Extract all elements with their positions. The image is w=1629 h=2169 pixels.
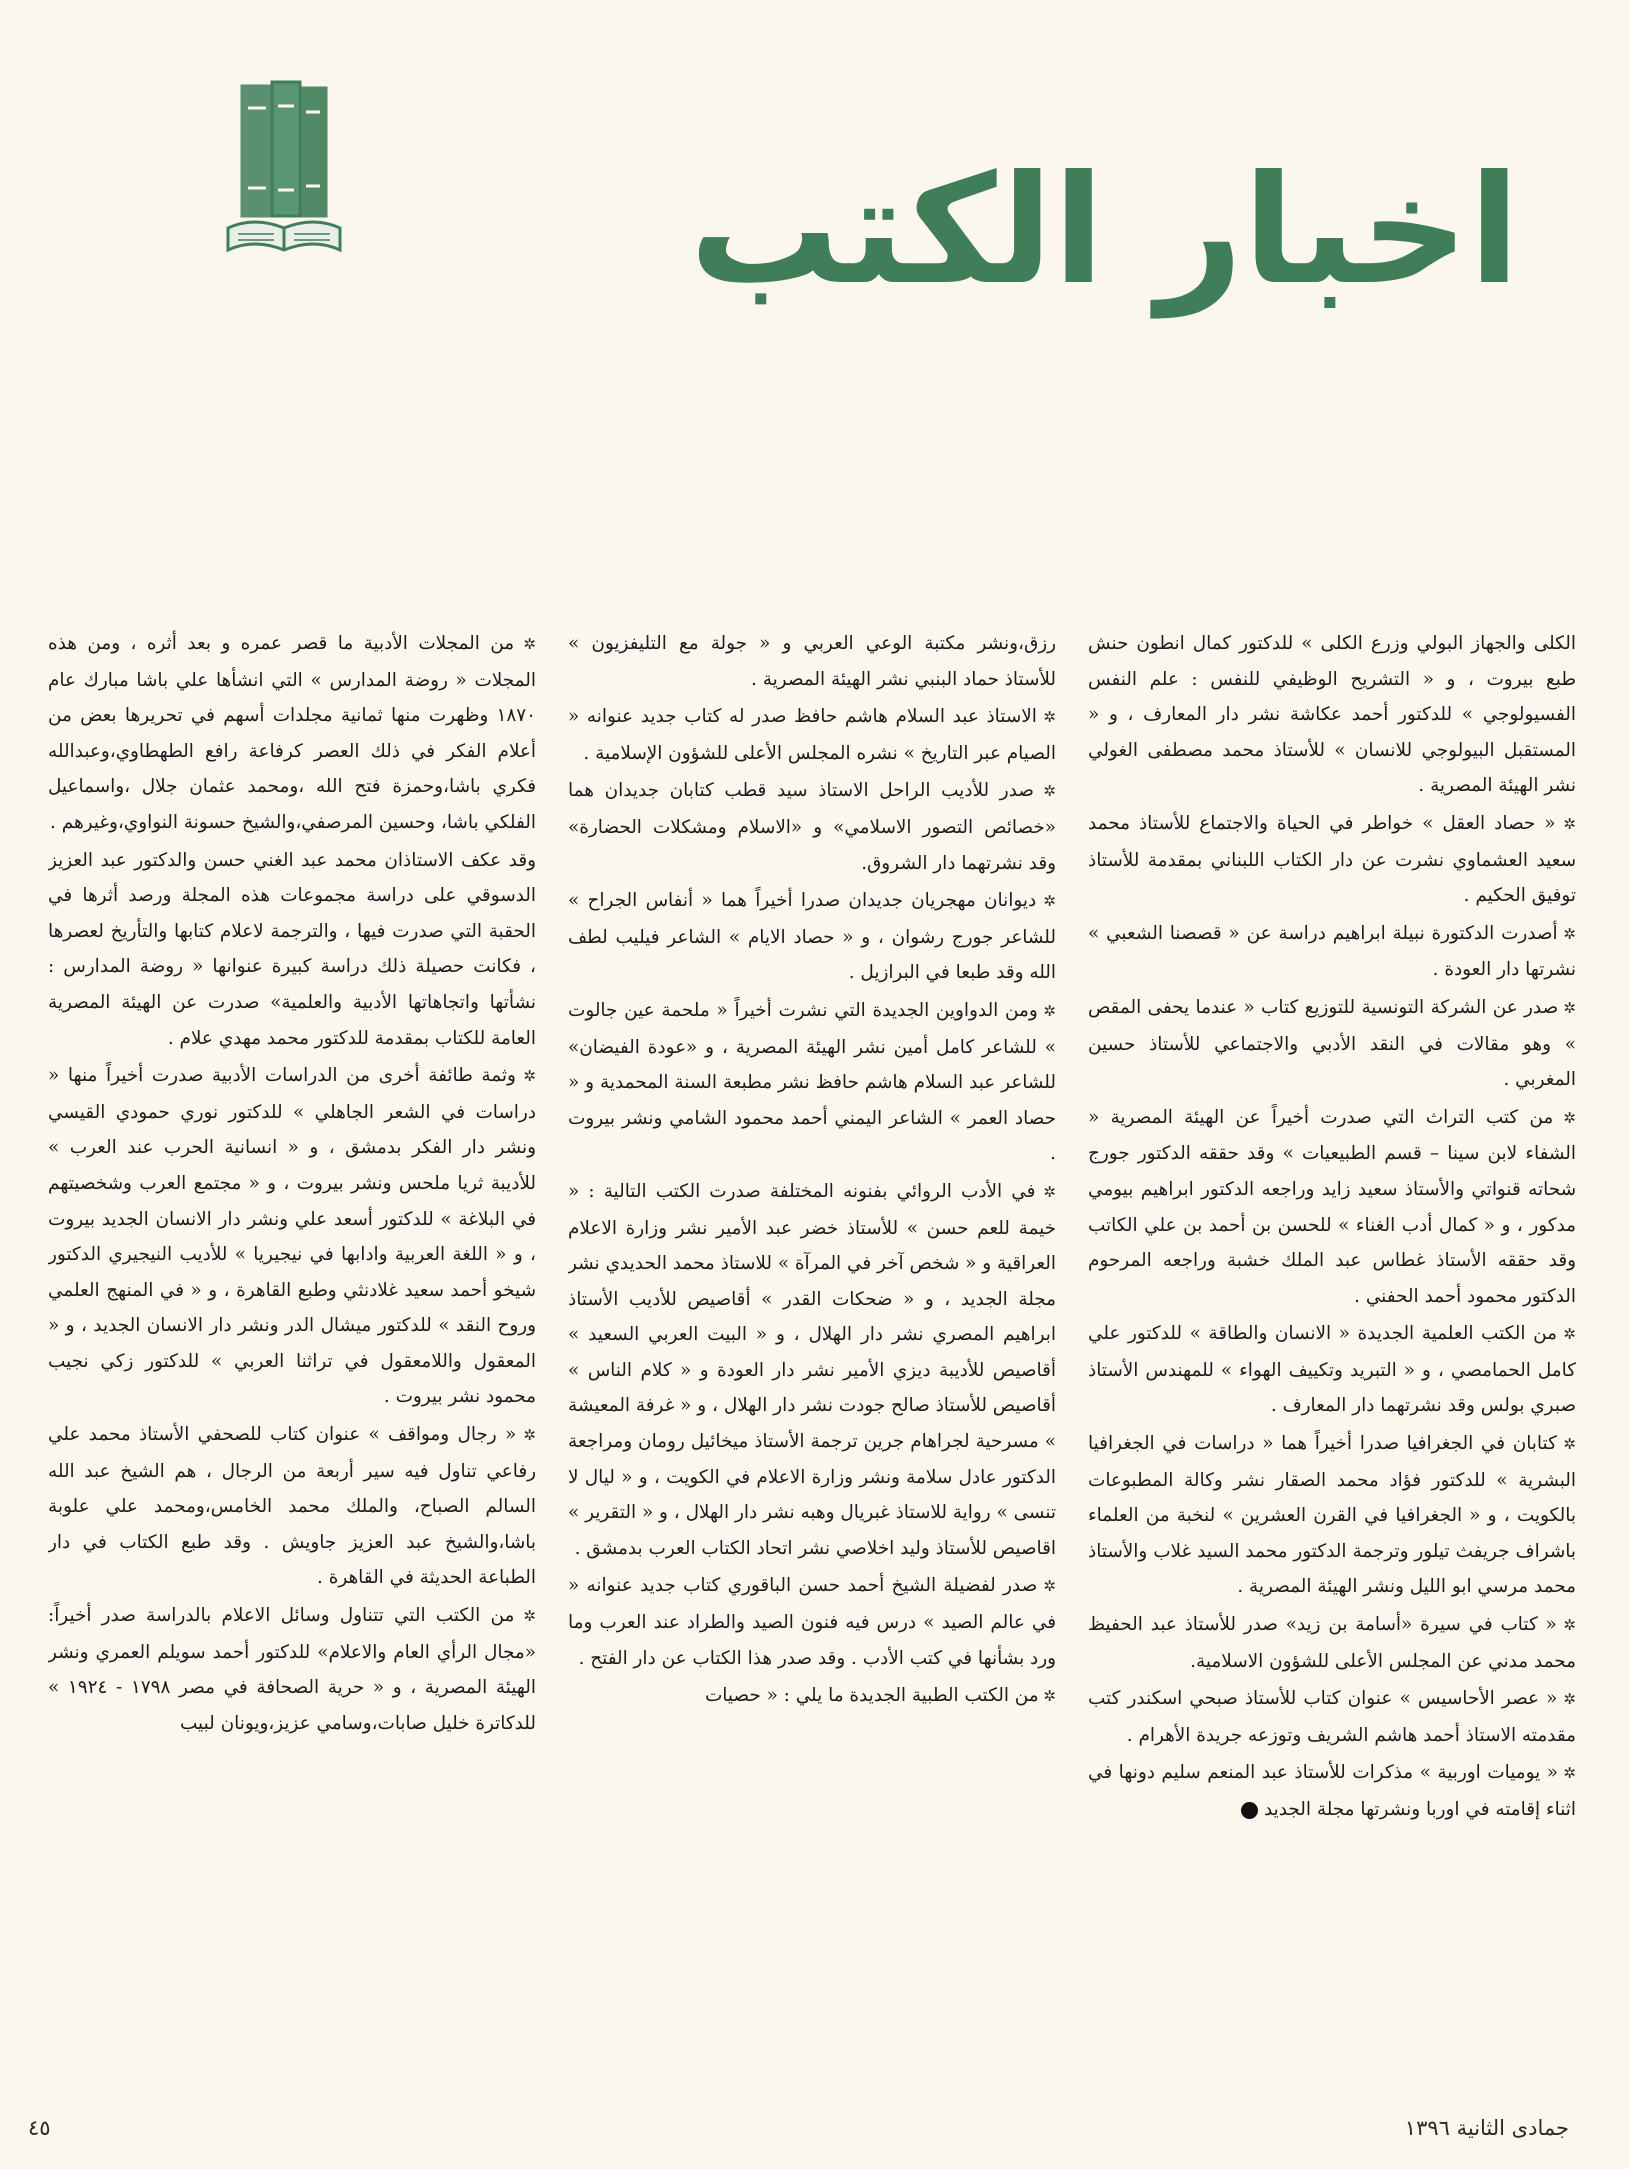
bullet-icon: ✲ (1556, 1435, 1576, 1454)
bullet-icon: ✲ (514, 1607, 536, 1626)
bullet-icon: ✲ (1556, 1616, 1576, 1635)
paragraph: ✲ صدر عن الشركة التونسية للتوزيع كتاب « عندما يحفى المقص » وهو مقالات في النقد الأدبي والاجتماعي للأستاذ حسين المغربي . (1088, 996, 1576, 1091)
paragraph: ✲ في الأدب الروائي بفنونه المختلفة صدرت الكتب التالية : « خيمة للعم حسن » للأستاذ خضر عبد الأمير نشر وزارة الاعلام العراقية و « شخص آخر في المرآة » للاستاذ محمد الحديدي نشر مجلة الجديد ، و « ضحكات القدر » أقاصيص للأديب الأستاذ ابراهيم المصري نشر دار الهلال ، و « البيت العربي السعيد » أقاصيص للأديبة ديزي الأمير نشر دار العودة و « كلام الناس » أقاصيص للأستاذ صالح جودت نشر دار الهلال ، و « غرفة المعيشة » مسرحية لجراهام جرين ترجمة الأستاذ ميخائيل رومان ومراجعة الدكتور عادل سلامة ونشر وزارة الاعلام في الكويت ، و « ليال لا تنسى » رواية للاستاذ غبريال وهبه نشر دار الهلال ، و « التقرير » اقاصيص للأستاذ وليد اخلاصي نشر اتحاد الكتاب العرب بدمشق . (568, 1180, 1056, 1559)
bullet-icon: ✲ (516, 1426, 536, 1445)
column-left (1088, 626, 1576, 2026)
bullet-icon: ✲ (1557, 924, 1576, 943)
bullet-icon: ✲ (1557, 1690, 1576, 1709)
paragraph: رزق،ونشر مكتبة الوعي العربي و « جولة مع التليفزيون » للأستاذ حماد البنبي نشر الهيئة المصرية . (568, 633, 1056, 690)
bullet-icon: ✲ (1557, 1764, 1576, 1783)
page-footer (0, 2112, 1629, 2152)
page-number: ٤٥ (28, 2116, 51, 2140)
paragraph: ✲ وثمة طائفة أخرى من الدراسات الأدبية صدرت أخيراً منها « دراسات في الشعر الجاهلي » للدكتور نوري حمودي القيسي ونشر دار الفكر بدمشق ، و « انسانية الحرب عند العرب » للأديبة ثريا ملحس ونشر بيروت ، و « مجتمع العرب وشخصيتهم في البلاغة » للدكتور أسعد علي ونشر دار الانسان الجديد بيروت ، و « اللغة العربية وادابها في نيجيريا » للأديب النيجيري الدكتور شيخو أحمد سعيد غلادنثي وطبع القاهرة ، و « في المنهج العلمي وروح النقد » للدكتور ميشال الدر ونشر دار الانسان الجديد ، و « المعقول واللامعقول في تراثنا العربي » للدكتور زكي نجيب محمود نشر بيروت . (48, 1065, 536, 1408)
issue-date: جمادى الثانية ١٣٩٦ (1404, 2116, 1569, 2140)
paragraph: ✲ كتابان في الجغرافيا صدرا أخيراً هما « دراسات في الجغرافيا البشرية » للدكتور فؤاد محمد الصقار نشر وكالة المطبوعات بالكويت ، و « الجغرافيا في القرن العشرين » لنخبة من العلماء باشراف جريفث تيلور وترجمة الدكتور محمد السيد غلاب والأستاذ محمد مرسي ابو الليل ونشر الهيئة المصرية . (1088, 1433, 1576, 1598)
bullet-icon: ✲ (1038, 1687, 1056, 1706)
masthead (530, 130, 1520, 318)
bullet-icon: ✲ (1553, 1108, 1576, 1127)
bullet-icon: ✲ (1555, 814, 1576, 833)
article-columns (48, 626, 1580, 2026)
paragraph: ✲ ديوانان مهجريان جديدان صدرا أخيراً هما « أنفاس الجراح » للشاعر جورج رشوان ، و « حصاد الايام » الشاعر فيليب لطف الله وقد طبعا في البرازيل . (568, 890, 1056, 984)
paragraph: ✲ صدر للأديب الراحل الاستاذ سيد قطب كتابان جديدان هما «خصائص التصور الاسلامي» و «الاسلام ومشكلات الحضارة» وقد نشرتهما دار الشروق. (568, 780, 1056, 874)
paragraph: ✲ من كتب التراث التي صدرت أخيراً عن الهيئة المصرية « الشفاء لابن سينا – قسم الطبيعيات » وقد حققه الدكتور جورج شحاته قنواتي والأستاذ سعيد زايد وراجعه الدكتور ابراهيم بيومي مدكور ، و « كمال أدب الغناء » للحسن بن أحمد بن علي الكاتب وقد حققه الأستاذ غطاس عبد الملك خشبة وراجعه المرحوم الدكتور محمود أحمد الحفني . (1088, 1106, 1576, 1307)
paragraph: ✲ « كتاب في سيرة «أسامة بن زيد» صدر للأستاذ عبد الحفيظ محمد مدني عن المجلس الأعلى للشؤون الاسلامية. (1088, 1614, 1576, 1672)
paragraph: ✲ صدر لفضيلة الشيخ أحمد حسن الباقوري كتاب جديد عنوانه « في عالم الصيد » درس فيه فنون الصيد والطراد عند العرب وما ورد بشأنها في كتب الأدب . وقد صدر هذا الكتاب عن دار الفتح . (568, 1575, 1056, 1669)
paragraph: ✲ الاستاذ عبد السلام هاشم حافظ صدر له كتاب جديد عنوانه « الصيام عبر التاريخ » نشره المجلس الأعلى للشؤون الإسلامية . (568, 706, 1056, 764)
bullet-icon: ✲ (1036, 892, 1056, 911)
books-stack-icon (224, 78, 344, 258)
bullet-icon: ✲ (1036, 708, 1056, 727)
paragraph: ✲ من الكتب العلمية الجديدة « الانسان والطاقة » للدكتور علي كامل الحمامصي ، و « التبريد وتكييف الهواء » للمهندس الأستاذ صبري بولس وقد نشرتهما دار المعارف . (1088, 1323, 1576, 1417)
column-middle (568, 626, 1056, 2026)
bullet-icon: ✲ (1037, 1001, 1056, 1020)
bullet-icon: ✲ (1037, 1577, 1056, 1596)
paragraph: ✲ ومن الدواوين الجديدة التي نشرت أخيراً « ملحمة عين جالوت » للشاعر كامل أمين نشر الهيئة المصرية ، و «عودة الفيضان» للشاعر عبد السلام هاشم حافظ نشر مطبعة السنة المحمدية و « حصاد العمر » الشاعر اليمني أحمد محمود الشامي ونشر بيروت . (568, 999, 1056, 1165)
bullet-icon: ✲ (1558, 998, 1576, 1017)
bullet-icon: ✲ (1556, 1325, 1576, 1344)
paragraph: ✲ « رجال ومواقف » عنوان كتاب للصحفي الأستاذ محمد علي رفاعي تناول فيه سير أربعة من الرجال ، هم الشيخ عبد الله السالم الصباح، والملك محمد الخامس،ومحمد علي علوبة باشا،والشيخ عبد العزيز جاويش . وقد طبع الكتاب في دار الطباعة الحديثة في القاهرة . (48, 1424, 536, 1589)
column-right (48, 626, 536, 2026)
bullet-icon: ✲ (515, 1067, 536, 1086)
bullet-icon: ✲ (1033, 782, 1056, 801)
paragraph: ✲ من الكتب الطبية الجديدة ما يلي : « حصيات (704, 1685, 1056, 1707)
paragraph: ✲ « عصر الأحاسيس » عنوان كتاب للأستاذ صبحي اسكندر كتب مقدمته الاستاذ أحمد هاشم الشريف وتوزعه جريدة الأهرام . (1088, 1688, 1576, 1746)
paragraph: ✲ « يوميات اوربية » مذكرات للأستاذ عبد المنعم سليم دونها في اثناء إقامته في اوربا ونشرتها مجلة الجديد (1088, 1762, 1576, 1820)
paragraph: الكلى والجهاز البولي وزرع الكلى » للدكتور كمال انطون حنش طبع بيروت ، و « التشريح الوظيفي للنفس : علم النفس الفسيولوجي » للدكتور أحمد عكاشة نشر دار المعارف ، و « المستقبل البيولوجي للانسان » للأستاذ محمد مصطفى الغولي نشر الهيئة المصرية . (1088, 633, 1576, 797)
bullet-icon: ✲ (514, 635, 536, 653)
paragraph: ✲ « حصاد العقل » خواطر في الحياة والاجتماع للأستاذ محمد سعيد العشماوي نشرت عن دار الكتاب اللبناني بمقدمة للأستاذ توفيق الحكيم . (1088, 812, 1576, 907)
paragraph: ✲ من الكتب التي تتناول وسائل الاعلام بالدراسة صدر أخيراً: «مجال الرأي العام والاعلام» للدكتور أحمد سويلم العمري ونشر الهيئة المصرية ، و « حرية الصحافة في مصر ١٧٩٨ - ١٩٢٤ » للدكاترة خليل صابات،وسامي عزيز،ويونان لبيب (48, 1605, 536, 1734)
paragraph: ✲ أصدرت الدكتورة نبيلة ابراهيم دراسة عن « قصصنا الشعبي » نشرتها دار العودة . (1088, 922, 1576, 981)
paragraph: وقد عكف الاستاذان محمد عبد الغني حسن والدكتور عبد العزيز الدسوقي على دراسة مجموعات هذه المجلة ورصد أثرها في الحقبة التي صدرت فيها ، والترجمة لاعلام كتابها والتأريخ لعصرها ، فكانت حصيلة ذلك دراسة كبيرة عنوانها « روضة المدارس : نشأتها واتجاهاتها الأدبية والعلمية» صدرت عن الهيئة المصرية العامة للكتاب بمقدمة للدكتور محمد مهدي علام . (48, 849, 536, 1049)
bullet-icon: ✲ (1035, 1182, 1056, 1201)
section-title: اخبار الكتب (689, 144, 1520, 318)
end-of-article-icon (1241, 1802, 1258, 1819)
paragraph: ✲ من المجلات الأدبية ما قصر عمره و بعد أثره ، ومن هذه المجلات « روضة المدارس » التي انشأها علي باشا مبارك عام ١٨٧٠ وظهرت منها ثمانية مجلدات أسهم في تحريرها بعض من أعلام الفكر في ذلك العصر كرفاعة رافع الطهطاوي،وعبدالله فكري باشا،وحمزة فتح الله ،ومحمد عثمان جلال ،واسماعيل الفلكي باشا، وحسين المرصفي،والشيخ حسونة النواوي،وغيرهم . (48, 633, 536, 833)
